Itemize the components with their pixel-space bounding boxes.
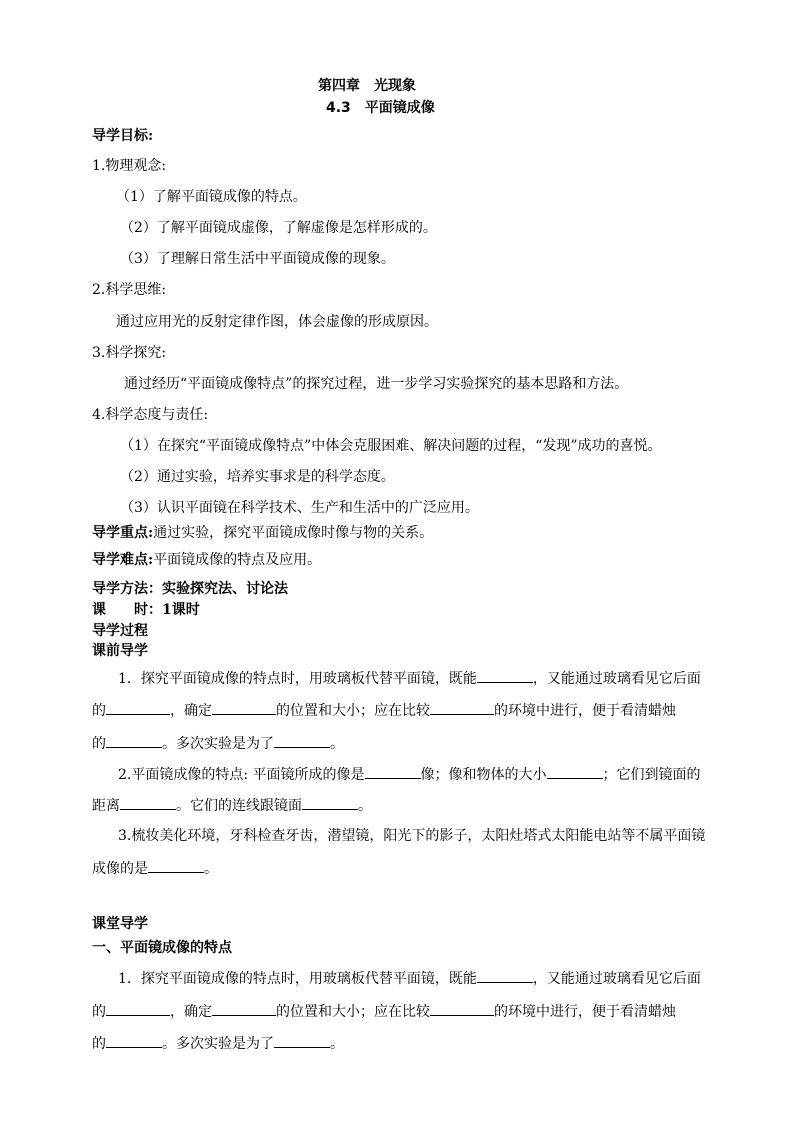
blank-field[interactable] (274, 733, 330, 748)
pre-q1-line3: 的 。多次实验是为了 。 (92, 733, 344, 753)
goal-item-1: 1.物理观念: (92, 158, 167, 174)
blank-field[interactable] (302, 795, 358, 810)
blank-field[interactable] (477, 968, 533, 983)
pre-q2-line2: 距离 。它们的连线跟镜面 。 (92, 795, 372, 815)
process-heading: 导学过程 (92, 623, 148, 639)
goal-item-2a: 通过应用光的反射定律作图，体会虚像的形成原因。 (116, 314, 438, 330)
blank-field[interactable] (430, 1001, 494, 1016)
class-q1-line3: 的 。多次实验是为了 。 (92, 1033, 344, 1053)
pre-q3-line1: 3.梳妆美化环境，牙科检查牙齿，潜望镜，阳光下的影子，太阳灶塔式太阳能电站等不属平面镜 (118, 828, 706, 844)
period: 课 时：1课时 (92, 602, 200, 618)
blank-field[interactable] (212, 1001, 276, 1016)
blank-field[interactable] (120, 795, 176, 810)
key-point (92, 524, 433, 542)
goal-item-1b: （2）了解平面镜成虚像，了解虚像是怎样形成的。 (120, 220, 437, 236)
difficult-point (92, 551, 321, 569)
goal-item-4b: （2）通过实验，培养实事求是的科学态度。 (120, 469, 395, 485)
goal-item-3: 3.科学探究: (92, 345, 167, 361)
part1-title: 一、平面镜成像的特点 (92, 940, 232, 956)
pre-q1-line1: 1．探究平面镜成像的特点时，用玻璃板代替平面镜，既能 ，又能通过玻璃看见它后面 (118, 668, 701, 688)
class-q1-line2: 的 ，确定 的位置和大小；应在比较 的环境中进行，便于看清蜡烛 (92, 1001, 676, 1021)
section-title: 4.3 平面镜成像 (326, 100, 435, 116)
in-class-heading: 课堂导学 (92, 916, 148, 932)
goal-item-1a: （1）了解平面镜成像的特点。 (116, 189, 307, 205)
difficult-point-label: 导学难点: (92, 552, 154, 568)
pre-q1-line2: 的 ，确定 的位置和大小；应在比较 的环境中进行，便于看清蜡烛 (92, 700, 676, 720)
blank-field[interactable] (148, 858, 204, 873)
blank-field[interactable] (106, 1001, 170, 1016)
goal-item-4: 4.科学态度与责任: (92, 407, 209, 423)
blank-field[interactable] (477, 668, 533, 683)
goal-item-1c: （3）了理解日常生活中平面镜成像的现象。 (120, 251, 395, 267)
blank-field[interactable] (212, 700, 276, 715)
chapter-title: 第四章 光现象 (318, 78, 416, 94)
key-point-text: 通过实验，探究平面镜成像时像与物的关系。 (153, 525, 434, 541)
key-point-label: 导学重点: (92, 525, 154, 541)
pre-q2-line1: 2.平面镜成像的特点: 平面镜所成的像是 像；像和物体的大小 ；它们到镜面的 (118, 764, 701, 784)
blank-field[interactable] (430, 700, 494, 715)
goal-item-4a: （1）在探究“平面镜成像特点”中体会克服困难、解决问题的过程，“发现”成功的喜悦。 (120, 438, 662, 454)
blank-field[interactable] (106, 700, 170, 715)
class-q1-line1: 1．探究平面镜成像的特点时，用玻璃板代替平面镜，既能 ，又能通过玻璃看见它后面 (118, 968, 701, 988)
blank-field[interactable] (106, 1033, 162, 1048)
goal-item-3a: 通过经历“平面镜成像特点”的探究过程，进一步学习实验探究的基本思路和方法。 (124, 376, 629, 392)
goal-item-4c: （3）认识平面镜在科学技术、生产和生活中的广泛应用。 (120, 500, 479, 516)
blank-field[interactable] (365, 764, 421, 779)
goals-heading: 导学目标: (92, 128, 154, 144)
blank-field[interactable] (274, 1033, 330, 1048)
pre-q3-line2: 成像的是 。 (92, 858, 218, 878)
method: 导学方法：实验探究法、讨论法 (92, 581, 288, 597)
goal-item-2: 2.科学思维: (92, 282, 167, 298)
difficult-point-text: 平面镜成像的特点及应用。 (153, 552, 322, 568)
blank-field[interactable] (547, 764, 603, 779)
blank-field[interactable] (106, 733, 162, 748)
pre-class-heading: 课前导学 (92, 643, 148, 659)
